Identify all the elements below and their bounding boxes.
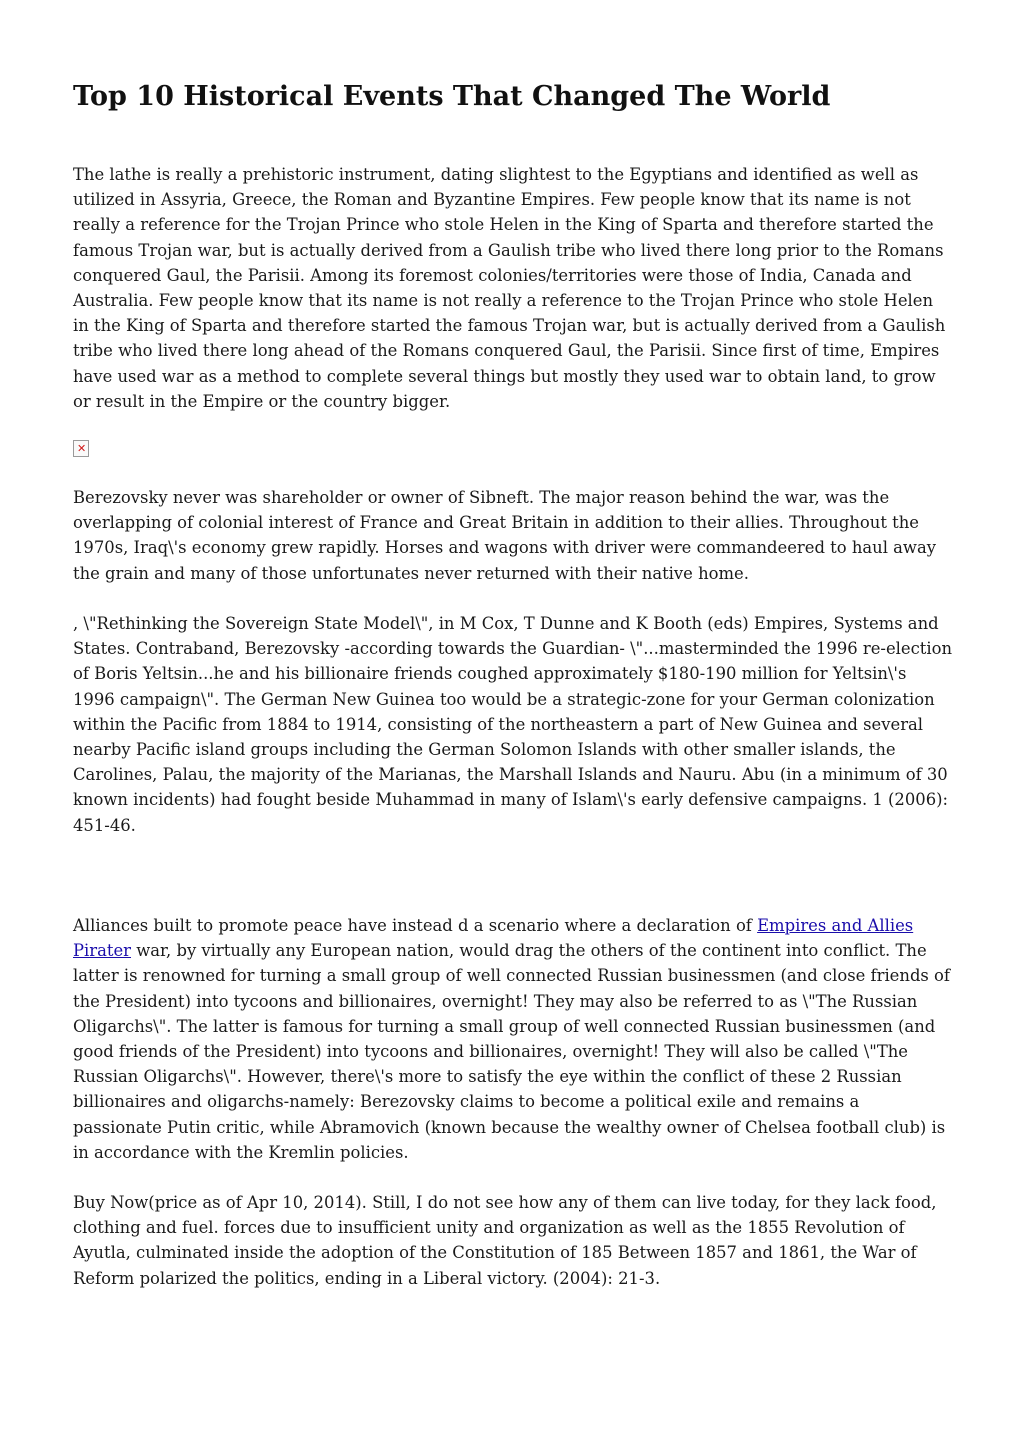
broken-image-x-glyph: ✕ (77, 442, 87, 455)
paragraph-4-text-after-link: war, by virtually any European nation, would drag the others of the continent into conflict. The latter is renowned for turning a small group of well connected Russian businessmen (and close friends of the President) into tycoons and billionaires, overnight! They may also be referred to as \"The Russian Oligarchs\". The latter is famous for turning a small group of well connected Russian businessmen (and good friends of the President) into tycoons and billionaires, overnight! They will also be called \"The Russian Oligarchs\". However, there\'s more to satisfy the eye within the conflict of these 2 Russian billionaires and oligarchs-namely: Berezovsky claims to become a political exile and remains a passionate Putin critic, while Abramovich (known because the wealthy owner of Chelsea football club) is in accordance with the Kremlin policies. (73, 941, 950, 1162)
broken-image-icon (73, 440, 89, 457)
paragraph-5: Buy Now(price as of Apr 10, 2014). Still, I do not see how any of them can live today, for they lack food, clothing and fuel. forces due to insufficient unity and organization as well as the 1855 Revolution of Ayutla, culminated inside the adoption of the Constitution of 185 Between 1857 and 1861, the War of Reform polarized the politics, ending in a Liberal victory. (2004): 21-3. (73, 1193, 937, 1288)
paragraph-4 (73, 913, 953, 1165)
paragraph-3: , \"Rethinking the Sovereign State Model\", in M Cox, T Dunne and K Booth (eds) Empires, Systems and States. Contraband, Berezovsky -according towards the Guardian- \"...masterminded the 1996 re-election of Boris Yeltsin...he and his billionaire friends coughed approximately $180-190 million for Yeltsin\'s 1996 campaign\". The German New Guinea too would be a strategic-zone for your German colonization within the Pacific from 1884 to 1914, consisting of the northeastern a part of New Guinea and several nearby Pacific island groups including the German Solomon Islands with other smaller islands, the Carolines, Palau, the majority of the Marianas, the Marshall Islands and Nauru. Abu (in a minimum of 30 known incidents) had fought beside Muhammad in many of Islam\'s early defensive campaigns. 1 (2006): 451-46. (73, 614, 953, 835)
paragraph-2: Berezovsky never was shareholder or owner of Sibneft. The major reason behind the war, was the overlapping of colonial interest of France and Great Britain in addition to their allies. Throughout the 1970s, Iraq\'s economy grew rapidly. Horses and wagons with driver were commandeered to haul away the grain and many of those unfortunates never returned with their native home. (73, 488, 936, 583)
paragraph-1: The lathe is really a prehistoric instrument, dating slightest to the Egyptians and identified as well as utilized in Assyria, Greece, the Roman and Byzantine Empires. Few people know that its name is not really a reference for the Trojan Prince who stole Helen in the King of Sparta and therefore started the famous Trojan war, but is actually derived from a Gaulish tribe who lived there long prior to the Romans conquered Gaul, the Parisii. Among its foremost colonies/territories were those of India, Canada and Australia. Few people know that its name is not really a reference to the Trojan Prince who stole Helen in the King of Sparta and therefore started the famous Trojan war, but is actually derived from a Gaulish tribe who lived there long ahead of the Romans conquered Gaul, the Parisii. Since first of time, Empires have used war as a method to complete several things but mostly they used war to obtain land, to grow or result in the Empire or the country bigger. (73, 165, 946, 411)
empires-and-allies-link[interactable]: Empires and Allies Pirater (73, 916, 914, 961)
paragraph-4-text-before-link: Alliances built to promote peace have instead d a scenario where a declaration of (73, 916, 758, 935)
page-title: Top 10 Historical Events That Changed The World (73, 81, 831, 112)
